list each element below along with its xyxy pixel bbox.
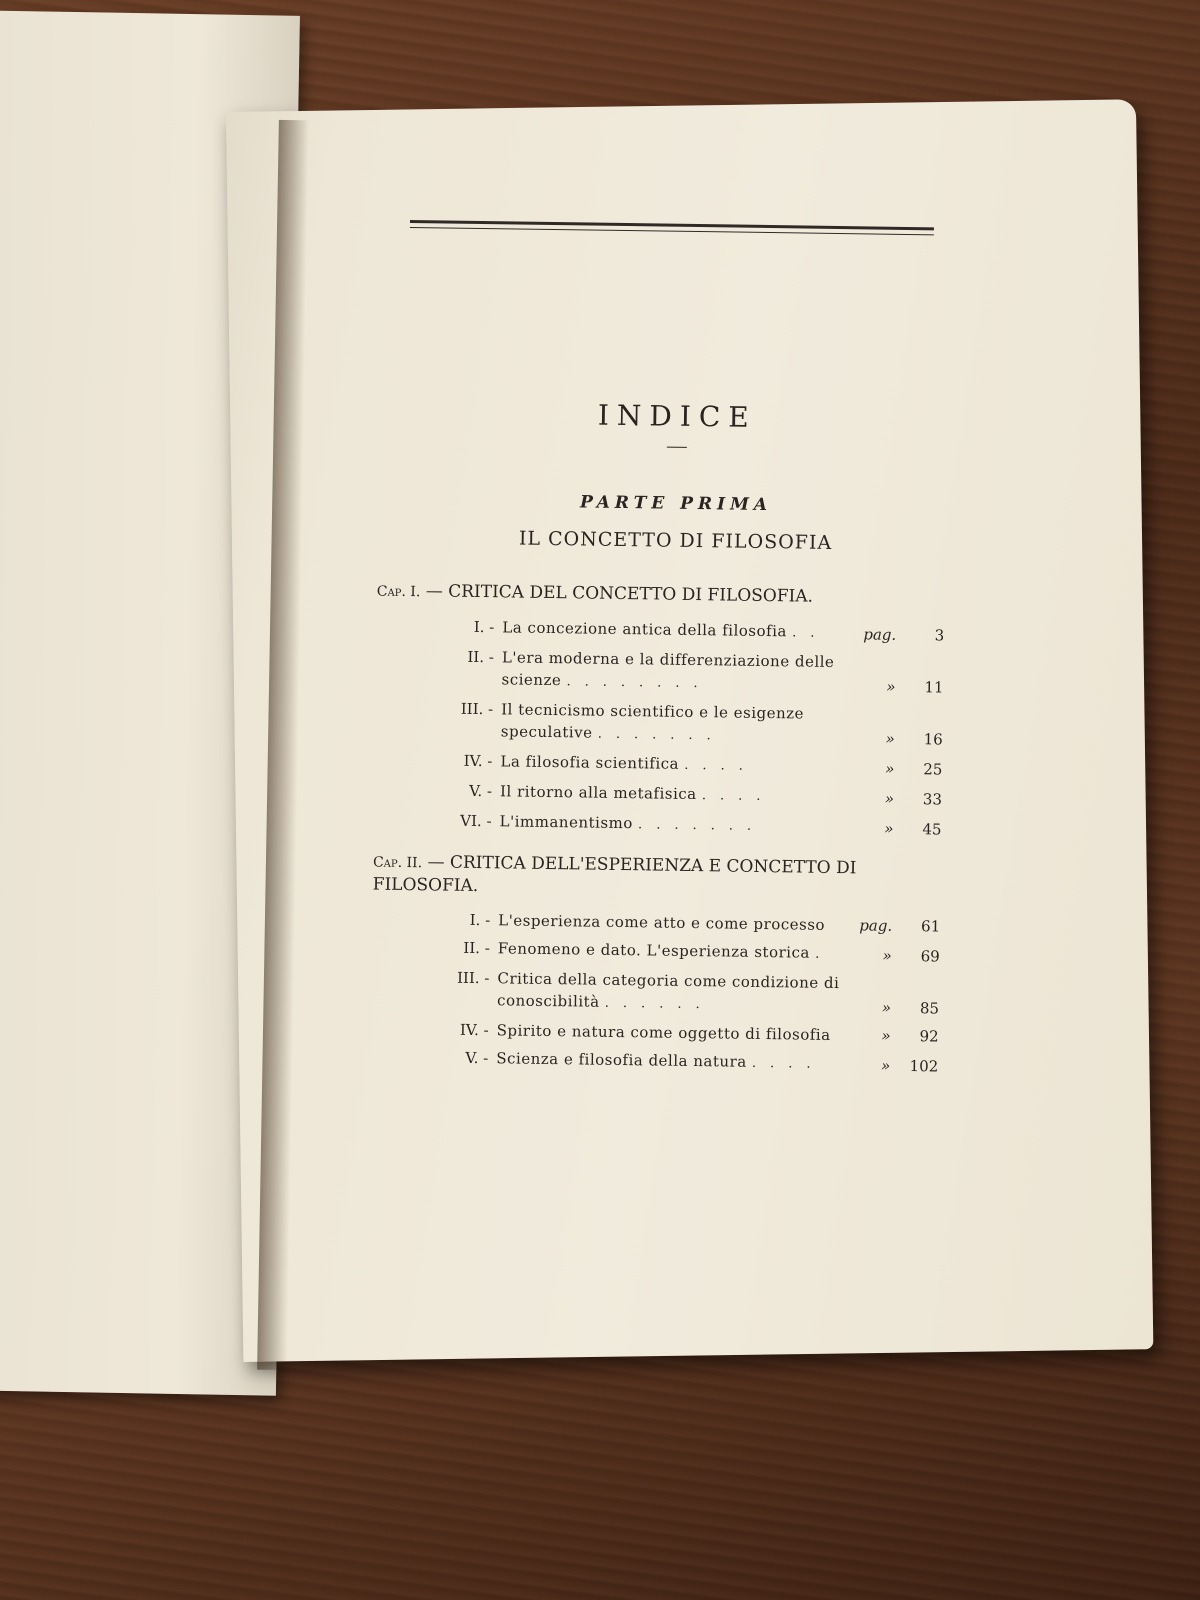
entry-ref: » (886, 677, 896, 696)
entry-number: II. - (467, 647, 495, 667)
chapter-label: Cap. I. (376, 583, 421, 601)
entry-number: III. - (456, 968, 490, 988)
chapter-heading (377, 580, 945, 611)
chapter-title: — CRITICA DEL CONCETTO DI FILOSOFIA. (425, 581, 814, 607)
toc-entry (399, 1018, 939, 1048)
entry-title: Fenomeno e dato. L'esperienza storica . (497, 939, 834, 962)
entry-title: Il tecnicismo scientifico e le esigenze speculative ....... (500, 700, 805, 744)
toc-entry (400, 908, 940, 938)
toc-entry (401, 809, 941, 841)
toc-entry (402, 779, 942, 811)
entry-page: 33 (922, 790, 943, 809)
entry-page: 16 (923, 730, 943, 749)
part-label: PARTE PRIMA (579, 492, 773, 516)
entry-title-text: Critica della categoria come condizione di conoscibilità (496, 969, 840, 1011)
entry-title: Scienza e filosofia della natura .... (496, 1049, 825, 1072)
entry-title (498, 909, 850, 936)
entry-title: Il ritorno alla metafisica .... (499, 782, 775, 805)
page-title: INDICE (597, 398, 757, 434)
entry-ref: » (884, 819, 894, 838)
toc-entry (398, 1046, 938, 1078)
entry-number: IV. - (463, 751, 493, 771)
entry-number: III. - (460, 699, 494, 719)
entry-title-text: Spirito e natura come oggetto di filosofia (496, 1021, 831, 1044)
toc-entry (404, 615, 944, 647)
entry-page: 11 (924, 678, 944, 697)
chapter-entries (398, 908, 940, 1078)
chapter-2 (372, 851, 941, 1078)
chapter-heading (373, 851, 942, 904)
entry-title: Critica della categoria come condizione di conoscibilità ...... (496, 969, 840, 1013)
entry-ref: » (885, 729, 895, 748)
entry-ref: pag. (859, 916, 893, 935)
entry-ref: » (882, 946, 892, 965)
entry-number: II. - (463, 938, 490, 958)
entry-number: V. - (465, 1048, 489, 1068)
chapter-1 (376, 580, 945, 841)
entry-title: La filosofia scientifica .... (500, 752, 757, 774)
entry-page: 69 (920, 947, 940, 966)
entry-page: 61 (920, 917, 941, 936)
chapter-title: — CRITICA DELL'ESPERIENZA E CONCETTO DI FILOSOFIA. (372, 852, 857, 897)
entry-title-text: Scienza e filosofia della natura (496, 1049, 747, 1071)
toc-entry (403, 697, 944, 751)
entry-ref: pag. (863, 625, 897, 644)
entry-title-text: L'esperienza come atto e come processo (498, 911, 826, 934)
entry-ref: » (880, 1056, 891, 1075)
entry-title: L'era moderna e la differenziazione delle scienze ........ (501, 648, 835, 692)
entry-number: I. - (469, 910, 491, 930)
entry-title-text: Il tecnicismo scientifico e le esigenze speculative (500, 700, 805, 742)
part-title: IL CONCETTO DI FILOSOFIA (518, 527, 833, 554)
entry-page: 25 (923, 760, 943, 779)
entry-ref: » (881, 998, 892, 1017)
entry-title (497, 1019, 849, 1046)
entry-number: V. - (469, 781, 493, 801)
entry-title-text: La concezione antica della filosofia (502, 618, 788, 641)
entry-title-text: La filosofia scientifica (500, 752, 680, 773)
entry-page: 102 (909, 1057, 939, 1076)
entry-page: 45 (922, 820, 942, 839)
entry-page: 92 (919, 1027, 939, 1046)
entry-number: VI. - (460, 811, 492, 831)
entry-title-text: Fenomeno e dato. L'esperienza storica (497, 939, 810, 962)
entry-title-text: Il ritorno alla metafisica (499, 782, 697, 804)
chapter-label: Cap. II. (372, 854, 423, 872)
entry-page: 3 (934, 626, 945, 645)
toc-entry (403, 645, 944, 699)
title-dash (667, 447, 687, 448)
entry-ref: » (884, 789, 895, 808)
entry-ref: » (885, 759, 895, 778)
entry-ref: » (881, 1026, 891, 1045)
toc-entry (402, 749, 942, 781)
chapter-entries (401, 615, 944, 841)
toc-entry (399, 966, 940, 1020)
toc-entry (400, 936, 940, 968)
entry-number: I. - (473, 617, 495, 637)
entry-title: L'immanentismo ....... (499, 812, 766, 835)
entry-title-text: L'era moderna e la differenziazione delle scienze (501, 648, 835, 690)
entry-number: IV. - (459, 1020, 489, 1040)
index-page-content (372, 220, 950, 1083)
entry-title-text: L'immanentismo (499, 812, 633, 833)
entry-title: La concezione antica della filosofia .. (502, 618, 829, 641)
entry-page: 85 (919, 999, 940, 1018)
